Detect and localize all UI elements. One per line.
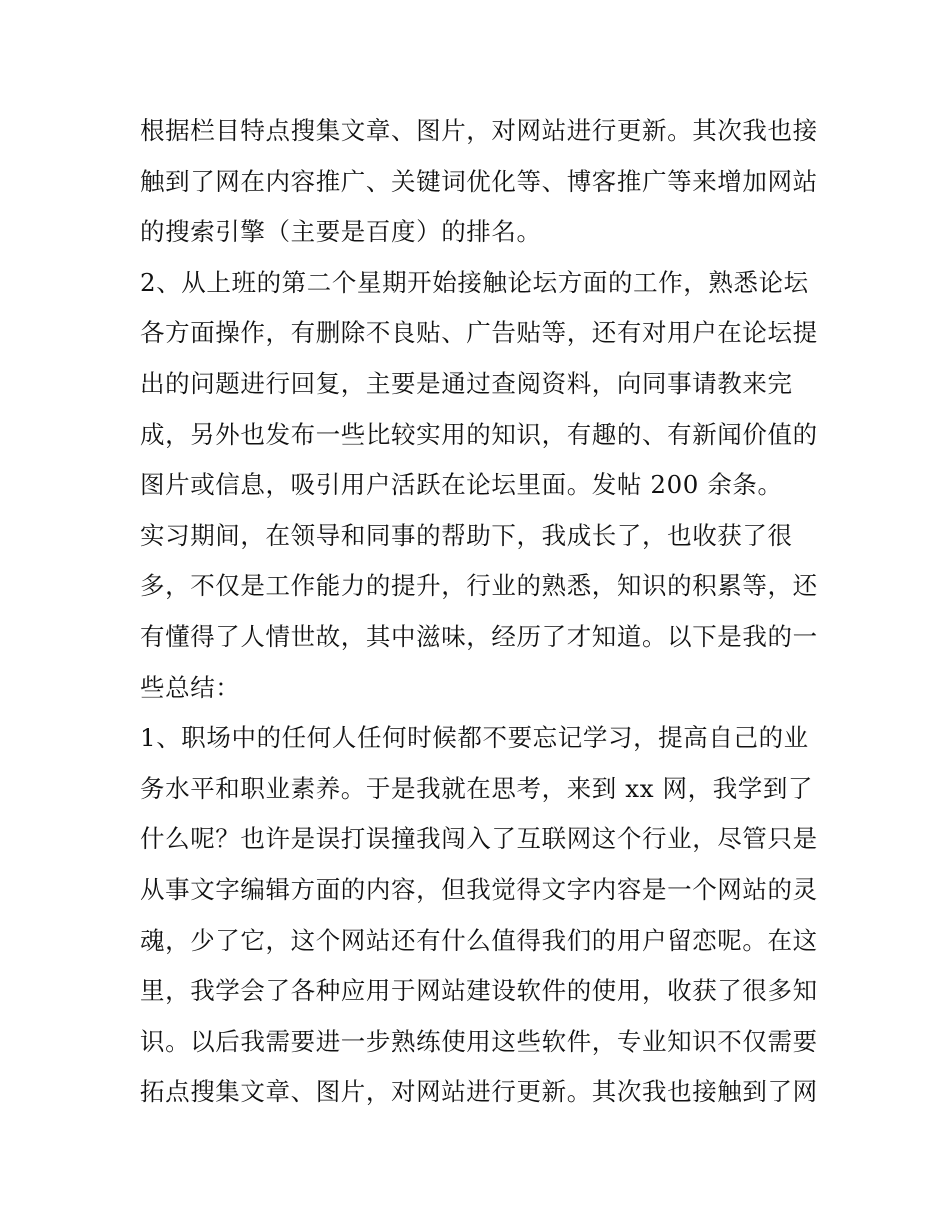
text-line: 的搜索引擎（主要是百度）的排名。 <box>140 217 542 247</box>
text-line: 务水平和职业素养。于是我就在思考，来到 xx 网，我学到了 <box>140 773 814 803</box>
text-line: 成，另外也发布一些比较实用的知识，有趣的、有新闻价值的 <box>140 419 818 449</box>
text-line: 魂，少了它，这个网站还有什么值得我们的用户留恋呢。在这 <box>140 925 818 955</box>
text-line: 识。以后我需要进一步熟练使用这些软件，专业知识不仅需要 <box>140 1026 818 1056</box>
text-line: 些总结： <box>140 672 241 702</box>
text-line: 拓点搜集文章、图片，对网站进行更新。其次我也接触到了网 <box>140 1077 818 1107</box>
text-line: 各方面操作，有删除不良贴、广告贴等，还有对用户在论坛提 <box>140 318 818 348</box>
text-line: 里，我学会了各种应用于网站建设软件的使用，收获了很多知 <box>140 976 818 1006</box>
text-line: 触到了网在内容推广、关键词优化等、博客推广等来增加网站 <box>140 166 818 196</box>
text-line: 1、职场中的任何人任何时候都不要忘记学习，提高自己的业 <box>140 723 809 753</box>
text-line: 从事文字编辑方面的内容，但我觉得文字内容是一个网站的灵 <box>140 874 818 904</box>
text-line: 根据栏目特点搜集文章、图片，对网站进行更新。其次我也接 <box>140 116 818 145</box>
text-line: 出的问题进行回复，主要是通过查阅资料，向同事请教来完 <box>140 368 793 398</box>
text-line: 图片或信息，吸引用户活跃在论坛里面。发帖 200 余条。 <box>140 470 783 500</box>
text-line: 多，不仅是工作能力的提升，行业的熟悉，知识的积累等，还 <box>140 571 818 601</box>
text-line: 2、从上班的第二个星期开始接触论坛方面的工作，熟悉论坛 <box>140 267 809 297</box>
text-line: 有懂得了人情世故，其中滋味，经历了才知道。以下是我的一 <box>140 621 818 651</box>
body-text <box>140 106 820 1118</box>
text-line: 实习期间，在领导和同事的帮助下，我成长了，也收获了很 <box>140 520 793 550</box>
text-line: 什么呢？也许是误打误撞我闯入了互联网这个行业，尽管只是 <box>140 824 818 854</box>
